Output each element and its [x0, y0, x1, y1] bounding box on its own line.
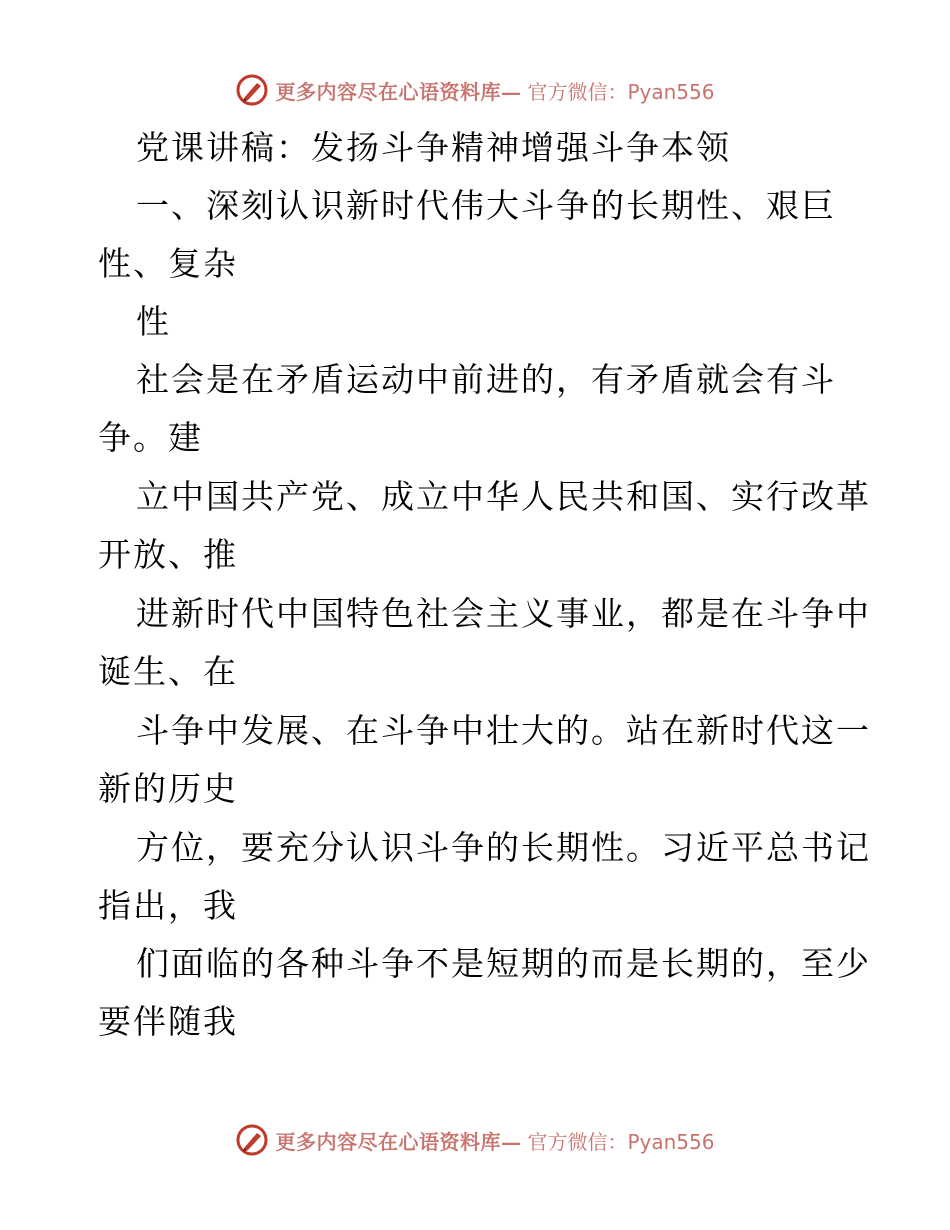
text-line: 性、复杂 [98, 244, 238, 283]
text-line: 社会是在矛盾运动中前进的，有矛盾就会有斗 [136, 360, 836, 399]
text-line: 要伴随我 [98, 1002, 238, 1041]
section-heading-line: 一、深刻认识新时代伟大斗争的长期性、艰巨 [136, 186, 836, 225]
text-line: 诞生、在 [98, 652, 238, 691]
banner-wechat-text: 官方微信：Pyan556 [527, 1129, 715, 1154]
text-line: 立中国共产党、成立中华人民共和国、实行改革 [136, 477, 871, 516]
red-pen-circle-logo-icon [235, 1123, 269, 1157]
banner-site-text: 更多内容尽在心语资料库— [275, 1129, 522, 1154]
banner-site-text: 更多内容尽在心语资料库— [275, 79, 522, 104]
text-line: 新的历史 [98, 769, 238, 808]
banner-wechat-text: 官方微信：Pyan556 [527, 79, 715, 104]
document-title: 党课讲稿：发扬斗争精神增强斗争本领 [136, 128, 731, 167]
footer-banner [0, 1120, 950, 1160]
text-line: 进新时代中国特色社会主义事业，都是在斗争中 [136, 594, 871, 633]
text-line: 性 [136, 302, 171, 341]
text-line: 指出，我 [98, 886, 238, 925]
text-line: 斗争中发展、在斗争中壮大的。站在新时代这一 [136, 711, 871, 750]
text-line: 们面临的各种斗争不是短期的而是长期的，至少 [136, 944, 871, 983]
text-line: 开放、推 [98, 535, 238, 574]
text-line: 方位，要充分认识斗争的长期性。习近平总书记 [136, 828, 871, 867]
text-line: 争。建 [98, 418, 203, 457]
